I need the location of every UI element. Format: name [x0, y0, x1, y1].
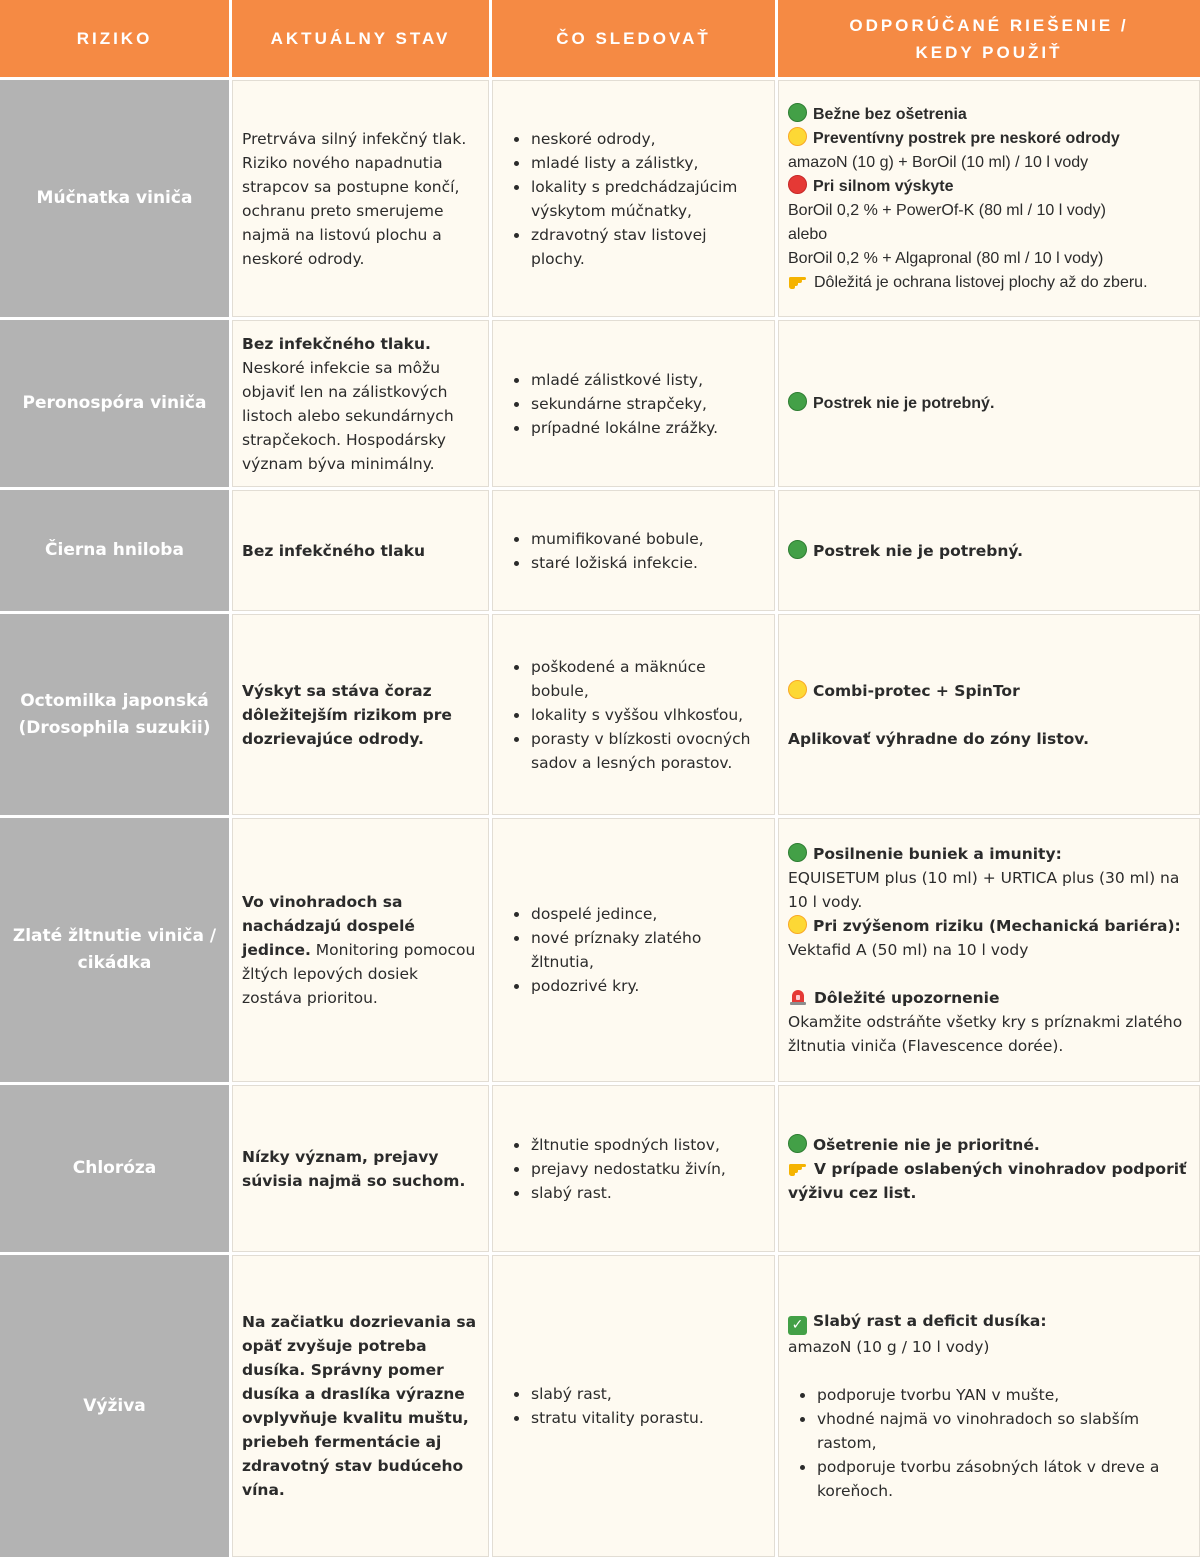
- red-circle-icon: [788, 175, 807, 194]
- yellow-circle-icon: [788, 680, 807, 699]
- solution-line: Preventívny postrek pre neskoré odrody: [813, 129, 1120, 147]
- list-item: nové príznaky zlatého žltnutia,: [502, 926, 765, 974]
- solution-bullets: [788, 1383, 1190, 1503]
- solution-line: amazoN (10 g) + BorOil (10 ml) / 10 l vody: [788, 153, 1089, 171]
- solution-cell: [778, 614, 1200, 815]
- green-circle-icon: [788, 843, 807, 862]
- watch-cell: [492, 1085, 775, 1252]
- list-item: dospelé jedince,: [502, 902, 765, 926]
- watch-cell: [492, 818, 775, 1082]
- risk-cell: Chloróza: [0, 1085, 229, 1252]
- state-cell: [232, 614, 489, 815]
- watch-list: [502, 1133, 765, 1205]
- watch-list: [502, 1382, 765, 1430]
- list-item: lokality s vyššou vlhkosťou,: [502, 703, 765, 727]
- state-lead: Vo vinohradoch sa nachádzajú dospelé jedince.: [242, 893, 415, 959]
- header-watch: ČO SLEDOVAŤ: [492, 0, 775, 77]
- watch-list: [502, 127, 765, 271]
- list-item: porasty v blízkosti ovocných sadov a lesných porastov.: [502, 727, 765, 775]
- siren-icon: [788, 987, 808, 1006]
- solution-line: Ošetrenie nie je prioritné.: [813, 1135, 1040, 1154]
- list-item: zdravotný stav listovej plochy.: [502, 223, 765, 271]
- watch-list: [502, 655, 765, 775]
- state-cell: [232, 80, 489, 317]
- risk-cell: Múčnatka viniča: [0, 80, 229, 317]
- list-item: podozrivé kry.: [502, 974, 765, 998]
- solution-cell: [778, 1085, 1200, 1252]
- solution-line: EQUISETUM plus (10 ml) + URTICA plus (30 ml) na 10 l vody.: [788, 869, 1180, 911]
- solution-line: Okamžite odstráňte všetky kry s príznakmi zlatého žltnutia viniča (Flavescence dorée).: [788, 1013, 1183, 1055]
- state-lead: Na začiatku dozrievania sa opäť zvyšuje potreba dusíka. Správny pomer dusíka a draslíka výrazne ovplyvňuje kvalitu muštu, priebeh fermentácie aj zdravotný stav budúceho vína.: [242, 1313, 477, 1499]
- list-item: neskoré odrody,: [502, 127, 765, 151]
- risk-cell: Peronospóra viniča: [0, 320, 229, 487]
- solution-line: Slabý rast a deficit dusíka:: [813, 1312, 1047, 1330]
- solution-line: amazoN (10 g / 10 l vody): [788, 1338, 990, 1356]
- state-cell: [232, 1085, 489, 1252]
- state-cell: [232, 320, 489, 487]
- list-item: sekundárne strapčeky,: [502, 392, 765, 416]
- solution-line: V prípade oslabených vinohradov podporiť výživu cez list.: [788, 1159, 1187, 1202]
- list-item: slabý rast.: [502, 1181, 765, 1205]
- solution-line: Dôležité upozornenie: [814, 989, 1000, 1007]
- solution-cell: [778, 1255, 1200, 1557]
- list-item: poškodené a mäknúce bobule,: [502, 655, 765, 703]
- risk-cell: Čierna hniloba: [0, 490, 229, 611]
- green-circle-icon: [788, 1134, 807, 1153]
- list-item: mladé listy a zálistky,: [502, 151, 765, 175]
- green-circle-icon: [788, 392, 807, 411]
- header-state: AKTUÁLNY STAV: [232, 0, 489, 77]
- solution-line: BorOil 0,2 % + PowerOf-K (80 ml / 10 l vody): [788, 201, 1106, 219]
- list-item: lokality s predchádzajúcim výskytom múčnatky,: [502, 175, 765, 223]
- risk-cell: Zlaté žltnutie viniča / cikádka: [0, 818, 229, 1082]
- state-lead: Výskyt sa stáva čoraz dôležitejším rizikom pre dozrievajúce odrody.: [242, 681, 452, 748]
- list-item: podporuje tvorbu zásobných látok v dreve a koreňoch.: [788, 1455, 1190, 1503]
- list-item: prejavy nedostatku živín,: [502, 1157, 765, 1181]
- solution-line: BorOil 0,2 % + Algapronal (80 ml / 10 l vody): [788, 249, 1104, 267]
- solution-line: Vektafid A (50 ml) na 10 l vody: [788, 941, 1029, 959]
- list-item: slabý rast,: [502, 1382, 765, 1406]
- state-text: Monitoring pomocou žltých lepových dosiek zostáva prioritou.: [242, 941, 476, 1007]
- state-lead: Bez infekčného tlaku.: [242, 334, 431, 353]
- solution-line: Pri zvýšenom riziku (Mechanická bariéra):: [813, 917, 1181, 935]
- list-item: mumifikované bobule,: [502, 527, 765, 551]
- solution-cell: [778, 818, 1200, 1082]
- solution-cell: [778, 80, 1200, 317]
- watch-list: [502, 527, 765, 575]
- watch-list: [502, 902, 765, 998]
- solution-cell: [778, 490, 1200, 611]
- solution-line: Postrek nie je potrebný.: [813, 541, 1023, 560]
- green-circle-icon: [788, 540, 807, 559]
- solution-line: Postrek nie je potrebný.: [813, 394, 995, 412]
- state-lead: Nízky význam, prejavy súvisia najmä so suchom.: [242, 1147, 466, 1190]
- solution-line: Aplikovať výhradne do zóny listov.: [788, 729, 1089, 748]
- state-cell: [232, 1255, 489, 1557]
- watch-cell: [492, 490, 775, 611]
- solution-line: Bežne bez ošetrenia: [813, 105, 967, 123]
- solution-line: Combi-protec + SpinTor: [813, 681, 1020, 700]
- header-solution-label: ODPORÚČANÉ RIEŠENIE / KEDY POUŽIŤ: [849, 15, 1129, 62]
- watch-cell: [492, 614, 775, 815]
- risk-cell: Octomilka japonská (Drosophila suzukii): [0, 614, 229, 815]
- pointing-hand-icon: [788, 271, 808, 290]
- list-item: prípadné lokálne zrážky.: [502, 416, 765, 440]
- yellow-circle-icon: [788, 915, 807, 934]
- solution-line: Posilnenie buniek a imunity:: [813, 845, 1062, 863]
- header-risk: RIZIKO: [0, 0, 229, 77]
- state-cell: [232, 490, 489, 611]
- state-text: Pretrváva silný infekčný tlak. Riziko nového napadnutia strapcov sa postupne končí, ochranu preto smerujeme najmä na listovú plochu a neskoré odrody.: [242, 129, 467, 268]
- list-item: žltnutie spodných listov,: [502, 1133, 765, 1157]
- solution-cell: [778, 320, 1200, 487]
- check-mark-icon: ✓: [788, 1316, 807, 1335]
- list-item: mladé zálistkové listy,: [502, 368, 765, 392]
- risk-cell: Výživa: [0, 1255, 229, 1557]
- watch-cell: [492, 1255, 775, 1557]
- list-item: podporuje tvorbu YAN v mušte,: [788, 1383, 1190, 1407]
- solution-line: Pri silnom výskyte: [813, 177, 954, 195]
- solution-line: Dôležitá je ochrana listovej plochy až do zberu.: [814, 273, 1148, 291]
- state-combined: [242, 890, 479, 1010]
- solution-line: alebo: [788, 225, 828, 243]
- watch-cell: [492, 320, 775, 487]
- header-solution: [778, 0, 1200, 77]
- green-circle-icon: [788, 103, 807, 122]
- state-text: Neskoré infekcie sa môžu objaviť len na zálistkových listoch alebo sekundárnych strapčekoch. Hospodársky význam býva minimálny.: [242, 358, 454, 473]
- state-cell: [232, 818, 489, 1082]
- list-item: vhodné najmä vo vinohradoch so slabším rastom,: [788, 1407, 1190, 1455]
- yellow-circle-icon: [788, 127, 807, 146]
- list-item: staré ložiská infekcie.: [502, 551, 765, 575]
- watch-cell: [492, 80, 775, 317]
- list-item: stratu vitality porastu.: [502, 1406, 765, 1430]
- pointing-hand-icon: [788, 1158, 808, 1177]
- watch-list: [502, 368, 765, 440]
- state-lead: Bez infekčného tlaku: [242, 541, 425, 560]
